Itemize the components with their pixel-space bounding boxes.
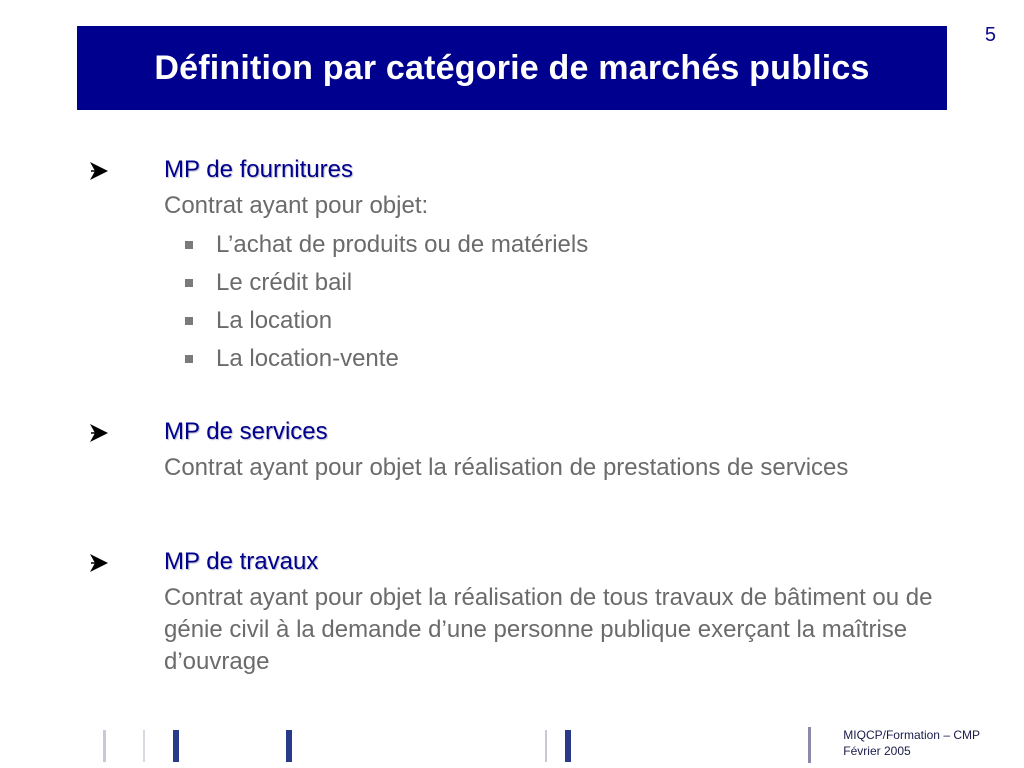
arrow-bullet-icon [88, 160, 110, 182]
list-item-text: La location [216, 307, 333, 334]
list-item [185, 302, 948, 340]
footer-decoration [143, 730, 145, 762]
slide-number: 5 [984, 24, 996, 46]
section-fournitures [88, 152, 948, 414]
footer-decoration [545, 730, 547, 762]
footer-decoration [103, 730, 106, 762]
bullet-list [88, 226, 948, 378]
footer-divider [808, 727, 811, 763]
list-item [185, 226, 948, 264]
slide-title: Définition par catégorie de marchés publics [154, 48, 870, 87]
list-item-text: L’achat de produits ou de matériels [216, 231, 589, 258]
square-bullet-icon [185, 317, 193, 325]
list-item-text: Le crédit bail [216, 269, 353, 296]
footer [843, 727, 980, 759]
section-travaux [88, 544, 948, 678]
square-bullet-icon [185, 241, 193, 249]
section-heading: MP de travaux [164, 548, 319, 575]
section-description: Contrat ayant pour objet: [164, 192, 429, 219]
section-heading: MP de services [164, 418, 328, 445]
list-item [185, 340, 948, 378]
footer-decoration [173, 730, 179, 762]
square-bullet-icon [185, 355, 193, 363]
footer-decoration [286, 730, 292, 762]
footer-line: Février 2005 [843, 744, 911, 758]
square-bullet-icon [185, 279, 193, 287]
footer-line: MIQCP/Formation – CMP [843, 728, 980, 742]
slide-content [88, 152, 948, 678]
title-bar [77, 26, 947, 110]
arrow-bullet-icon [88, 552, 110, 574]
arrow-bullet-icon [88, 422, 110, 444]
footer-decoration [565, 730, 571, 762]
section-services [88, 414, 948, 544]
section-description: Contrat ayant pour objet la réalisation de prestations de services [164, 454, 849, 481]
section-heading: MP de fournitures [164, 156, 353, 183]
list-item [185, 264, 948, 302]
list-item-text: La location-vente [216, 345, 399, 372]
section-description: Contrat ayant pour objet la réalisation de tous travaux de bâtiment ou de génie civil à la demande d’une personne publique exerçant la maîtrise d’ouvrage [164, 584, 933, 675]
